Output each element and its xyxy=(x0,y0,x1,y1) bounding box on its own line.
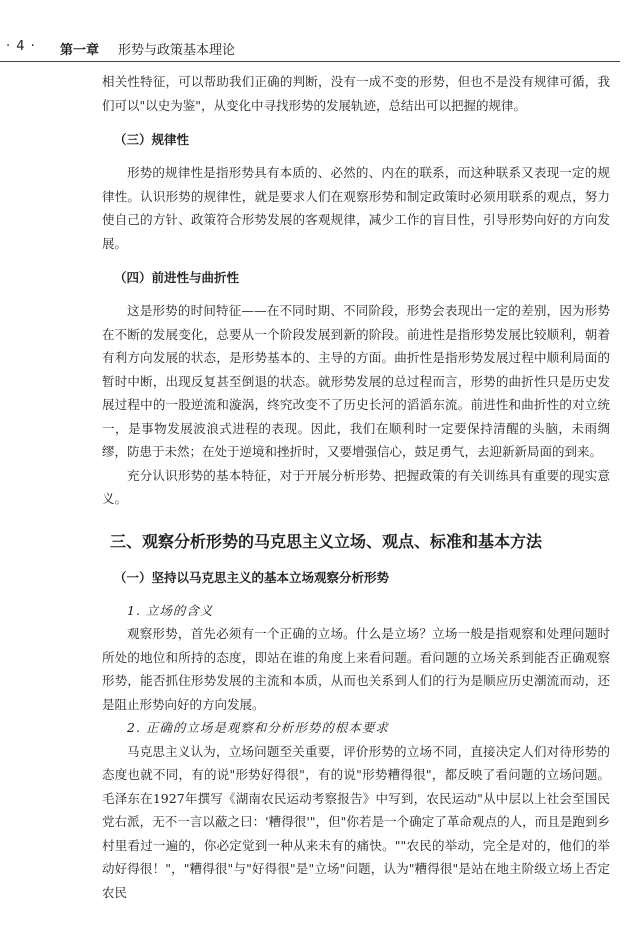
running-header xyxy=(0,36,620,58)
body-paragraph: 形势的规律性是指形势具有本质的、必然的、内在的联系，而这种联系又表现一定的规律性。认识形势的规律性，就是要求人们在观察形势和制定政策时必须用联系的观点，努力使自己的方针、政策符合形势发展的客观规律，减少工作的盲目性，引导形势向好的方向发展。 xyxy=(102,165,610,251)
header-rule xyxy=(0,61,620,62)
body-paragraph: 这是形势的时间特征——在不同时期、不同阶段，形势会表现出一定的差别，因为形势在不断的发展变化，总要从一个阶段发展到新的阶段。前进性是指形势发展比较顺利，朝着有利方向发展的状态，是形势基本的、主导的方面。曲折性是指形势发展过程中顺利局面的暂时中断，出现反复甚至倒退的状态。就形势发展的总过程而言，形势的曲折性只是历史发展过程中的一股逆流和漩涡，终究改变不了历史长河的滔滔东流。前进性和曲折性的对立统一，是事物发展波浪式进程的表现。因此，我们在顺利时一定要保持清醒的头脑，未雨绸缪，防患于未然；在处于逆境和挫折时，又要增强信心，鼓足勇气，去迎新新局面的到来。 xyxy=(102,303,610,459)
item-heading: 1. 立场的含义 xyxy=(127,602,214,618)
body-paragraph: 马克思主义认为，立场问题至关重要，评价形势的立场不同，直接决定人们对待形势的态度也就不同，有的说"形势好得很"，有的说"形势糟得很"，都反映了看问题的立场问题。毛泽东在1927年撰写《湖南农民运动考察报告》中写到，农民运动"从中层以上社会至国民党右派，无不一言以蔽之曰：'糟得很'"，但"你若是一个确定了革命观点的人，而且是跑到乡村里看过一遍的，你必定觉到一种从来未有的痛快。""农民的举动，完全是对的，他们的举动好得很！"，"糟得很"与"好得很"是"立场"问题，认为"糟得很"是站在地主阶级立场上否定农民 xyxy=(102,743,610,900)
chapter-title: 形势与政策基本理论 xyxy=(118,43,236,58)
page-body xyxy=(102,70,610,904)
body-paragraph: 观察形势，首先必须有一个正确的立场。什么是立场？立场一般是指观察和处理问题时所处的地位和所持的态度，即站在谁的角度上来看问题。看问题的立场关系到能否正确观察形势，能否抓住形势发展的主流和本质，从而也关系到人们的行为是顺应历史潮流而动，还是阻止形势向好的方向发展。 xyxy=(102,626,610,712)
body-paragraph: 相关性特征，可以帮助我们正确的判断，没有一成不变的形势，但也不是没有规律可循，我们可以"以史为鉴"，从变化中寻找形势的发展轨迹，总结出可以把握的规律。 xyxy=(102,74,610,113)
section-heading: 三、观察分析形势的马克思主义立场、观点、标准和基本方法 xyxy=(110,531,543,551)
subsection-heading: （一）坚持以马克思主义的基本立场观察分析形势 xyxy=(114,569,390,585)
body-paragraph: 充分认识形势的基本特征，对于开展分析形势、把握政策的有关训练具有重要的现实意义。 xyxy=(102,467,610,506)
page-number: · 4 · xyxy=(6,39,36,54)
chapter-label: 第一章 xyxy=(60,43,100,58)
item-heading: 2. 正确的立场是观察和分析形势的根本要求 xyxy=(127,720,389,735)
heading-progress-twists: （四）前进性与曲折性 xyxy=(114,270,240,285)
heading-regularity: （三）规律性 xyxy=(114,132,190,147)
